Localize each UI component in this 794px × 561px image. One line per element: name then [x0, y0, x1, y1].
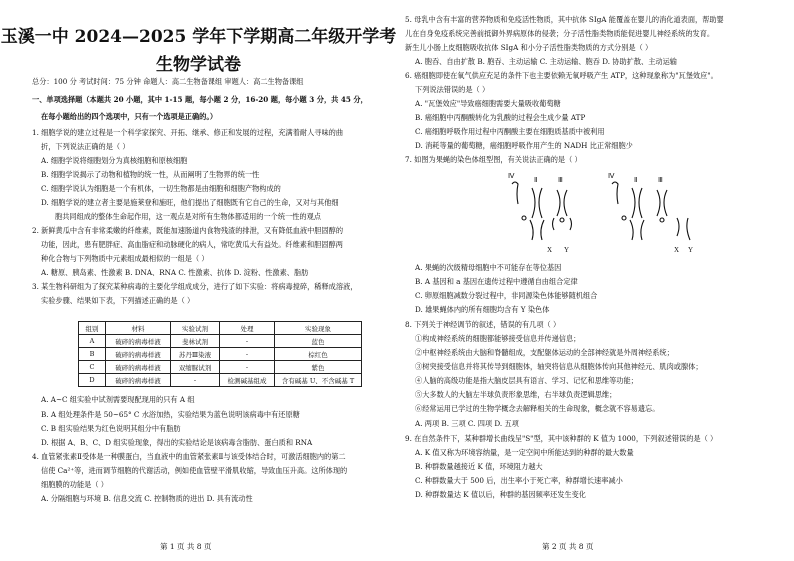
question-2-line: 2. 新鲜黄瓜中含有非常柔嫩的纤维素，既能加速肠道内食物残渣的排泄，又有降低血液中胆固醇的: [32, 226, 344, 235]
question-3-line: 3. 某生物科研组为了探究某种病毒的主要化学组成成分，进行了如下实验：将病毒搅碎，稀释成溶液，: [32, 282, 358, 291]
table-cell: 含有碱基 U、不含碱基 T: [275, 374, 362, 387]
table-header-row: [79, 322, 362, 335]
question-9-option: D. 种群数量达 K 值以后，种群的基因频率还发生变化: [415, 490, 586, 499]
question-8-statement: ③树突接受信息并将其传导到细胞体，轴突将信息从细胞体传向其他神经元、肌肉或腺体；: [415, 362, 703, 371]
chromosome-label: Ⅱ: [634, 176, 638, 184]
chromosome-label: Ⅲ: [558, 176, 563, 184]
section-heading: 一、单项选择题（本题共 20 小题，其中 1-15 题，每小题 2 分，16-20 题，每小题 3 分，共 45 分，: [32, 95, 368, 104]
question-7-option: A. 果蝇的次级精母细胞中不可能存在等位基因: [415, 263, 562, 272]
experiment-table: [78, 321, 362, 387]
question-4-line: 4. 血管紧张素Ⅱ受体是一种膜蛋白，当血液中的血管紧张素Ⅱ与该受体结合时，可激活细胞内的第二: [32, 452, 346, 461]
question-8-options: A. 两项 B. 三项 C. 四项 D. 五项: [415, 419, 519, 428]
table-header-cell: 材料: [106, 322, 171, 335]
question-2-line: 功能，因此，患有肥胖症、高血脂症和动脉硬化的病人，常吃黄瓜大有益处。纤维素和胆固醇两: [41, 240, 343, 249]
chromosome-label: Ⅱ: [534, 176, 538, 184]
table-header-cell: 组别: [79, 322, 106, 335]
question-2-line: 种化合物与下列物质中元素组成最相似的一组是（ ）: [41, 254, 209, 263]
question-9-option: B. 种群数量越接近 K 值，环境阻力越大: [415, 462, 543, 471]
question-3-option: B. A 组处理条件是 50~65° C 水浴加热，实验结果为蓝色说明该病毒中有还原糖: [41, 410, 300, 419]
question-5-options: A. 胞吞、自由扩散 B. 胞吞、主动运输 C. 主动运输、胞吞 D. 协助扩散、主动运输: [415, 57, 677, 66]
table-cell: -: [220, 335, 275, 348]
chromosome-label: Y: [688, 246, 694, 254]
table-cell: 斐林试剂: [171, 335, 220, 348]
table-cell: 破碎的病毒样液: [106, 374, 171, 387]
table-cell: 破碎的病毒样液: [106, 335, 171, 348]
question-5-line: 5. 母乳中含有丰富的营养物质和免疫活性物质，其中抗体 SIgA 能覆盖在婴儿的消化道表面，帮助婴: [405, 15, 724, 24]
page-footer: 第 2 页 共 8 页: [542, 542, 594, 551]
page-footer: 第 1 页 共 8 页: [160, 542, 212, 551]
question-6-line: 6. 癌细胞即使在氧气供应充足的条件下也主要依赖无氧呼吸产生 ATP，这种现象称为"瓦堡效应"。: [405, 71, 718, 80]
question-6-line: 下列说法错误的是（ ）: [415, 85, 490, 94]
chromosome-label: Ⅳ: [608, 172, 615, 180]
question-6-option: A. "瓦堡效应"导致癌细胞需要大量吸收葡萄糖: [415, 99, 561, 108]
question-4-options: A. 分隔细胞与环境 B. 信息交流 C. 控制物质的进出 D. 具有流动性: [41, 494, 253, 503]
question-5-line: 新生儿小肠上皮细胞吸收抗体 SIgA 和小分子活性脂类物质的方式分别是（ ）: [405, 43, 653, 52]
table-cell: -: [171, 374, 220, 387]
question-7-option: B. A 基因和 a 基因在遗传过程中遵循自由组合定律: [415, 277, 578, 286]
question-8-statement: ①构成神经系统的细胞都能够接受信息并传递信息；: [415, 334, 581, 343]
question-8-statement: ②中枢神经系统由大脑和脊髓组成，支配躯体运动的全部神经就是外周神经系统；: [415, 348, 674, 357]
question-8-statement: ⑥经常运用已学过的生物学概念去解释相关的生命现象，概念就不容易遗忘。: [415, 404, 660, 413]
exam-info: 总分：100 分 考试时间：75 分钟 命题人：高二生物备课组 审题人：高二生物备课组: [32, 77, 304, 86]
section-heading-cont: 在每小题给出的四个选项中，只有一个选项是正确的。）: [41, 112, 218, 121]
question-8-statement: ⑤大多数人的大脑左半球负责形象思维，右半球负责逻辑思维；: [415, 390, 617, 399]
table-cell: -: [220, 348, 275, 361]
table-row: [79, 374, 362, 387]
question-1-option: C. 细胞学说认为细胞是一个有机体，一切生物都是由细胞和细胞产物构成的: [41, 184, 281, 193]
table-row: [79, 335, 362, 348]
question-1-option: B. 细胞学说揭示了动物和植物的统一性，从而阐明了生物界的统一性: [41, 170, 260, 179]
question-6-option: B. 癌细胞中丙酮酸转化为乳酸的过程会生成少量 ATP: [415, 113, 586, 122]
table-cell: -: [220, 361, 275, 374]
question-1-option: 胞共同组成的整体生命起作用，这一观点是对所有生物体都适用的一个统一性的观点: [55, 212, 321, 221]
table-cell: C: [79, 361, 106, 374]
question-1-option: A. 细胞学说将细胞划分为真核细胞和原核细胞: [41, 156, 188, 165]
table-header-cell: 实验试剂: [171, 322, 220, 335]
chromosome-label: X: [674, 246, 680, 254]
question-8-statement: ④人脑的高级功能是指大脑皮层具有语言、学习、记忆和思维等功能；: [415, 376, 638, 385]
question-2-options: A. 糖原、胰岛素、性激素 B. DNA、RNA C. 性激素、抗体 D. 淀粉、性激素、脂肪: [41, 268, 309, 277]
table-row: [79, 348, 362, 361]
exam-page-2: [397, 0, 794, 561]
question-1-option: D. 细胞学说的建立者主要是施莱登和施旺，他们提出了细胞既有它自己的生命，又对与其他细: [41, 198, 339, 207]
table-row: [79, 361, 362, 374]
table-cell: 蓝色: [275, 335, 362, 348]
question-3-option: A. A~C 组实验中试剂需要现配现用的只有 A 组: [41, 395, 195, 404]
table-cell: 检测碱基组成: [220, 374, 275, 387]
question-3-option: D. 根据 A、B、C、D 组实验现象，得出的实验结论是该病毒含脂肪、蛋白质和 RNA: [41, 438, 313, 447]
chromosome-label: X: [547, 246, 553, 254]
question-1-line: 1. 细胞学说的建立过程是一个科学家探究、开拓、继承、修正和发展的过程，充满着耐人寻味的曲: [32, 128, 344, 137]
question-7-line: 7. 如图为果蝇的染色体组型图，有关说法正确的是（ ）: [405, 155, 582, 164]
question-5-line: 儿在自身免疫系统完善前抵御外界病原体的侵袭；分子活性脂类物质能促进婴儿神经系统的发育。: [405, 29, 715, 38]
question-9-option: A. K 值又称为环境容纳量，是一定空间中所能达到的种群的最大数量: [415, 448, 634, 457]
chromosome-label: Ⅲ: [658, 176, 663, 184]
question-7-option: D. 雄果蝇体内的所有细胞均含有 Y 染色体: [415, 305, 550, 314]
table-header-cell: 处理: [220, 322, 275, 335]
question-7-option: C. 卵原细胞减数分裂过程中，非同源染色体能够随机组合: [415, 291, 598, 300]
question-3-line: 实验步骤、结果如下表，下列描述正确的是（ ）: [41, 296, 195, 305]
table-cell: A: [79, 335, 106, 348]
question-9-line: 9. 在自然条件下，某种群增长曲线呈"S"型，其中该种群的 K 值为 1000，下列叙述错误的是（ ）: [405, 434, 718, 443]
question-1-line: 折，下列说法正确的是（ ）: [41, 142, 130, 151]
karyotype-figure: [502, 168, 712, 256]
table-cell: 双缩脲试剂: [171, 361, 220, 374]
table-cell: 破碎的病毒样液: [106, 361, 171, 374]
chromosome-label: Y: [564, 246, 570, 254]
exam-subject: 生物学试卷: [156, 55, 241, 75]
table-header-cell: 实验现象: [275, 322, 362, 335]
question-4-line: 信使 Ca²⁺等，进而调节细胞的代谢活动，例如使血管壁平滑肌收缩，导致血压升高。这所体现的: [41, 466, 348, 475]
exam-title: 玉溪一中 2024—2025 学年下学期高二年级开学考: [0, 27, 397, 47]
table-cell: 苏丹Ⅲ染液: [171, 348, 220, 361]
question-6-option: C. 癌细胞呼吸作用过程中丙酮酸主要在细胞质基质中被利用: [415, 127, 605, 136]
table-cell: 紫色: [275, 361, 362, 374]
question-8-line: 8. 下列关于神经调节的叙述，错误的有几项（ ）: [405, 320, 561, 329]
chromosome-label: Ⅳ: [508, 172, 515, 180]
table-cell: 棕红色: [275, 348, 362, 361]
question-6-option: D. 消耗等量的葡萄糖，癌细胞呼吸作用产生的 NADH 比正常细胞少: [415, 141, 633, 150]
table-cell: B: [79, 348, 106, 361]
question-3-option: C. B 组实验结果为红色说明其组分中有脂肪: [41, 424, 181, 433]
question-4-line: 细胞膜的功能是（ ）: [41, 480, 108, 489]
table-cell: 破碎的病毒样液: [106, 348, 171, 361]
question-9-option: C. 种群数量大于 500 后，出生率小于死亡率，种群增长速率减小: [415, 476, 623, 485]
table-cell: D: [79, 374, 106, 387]
